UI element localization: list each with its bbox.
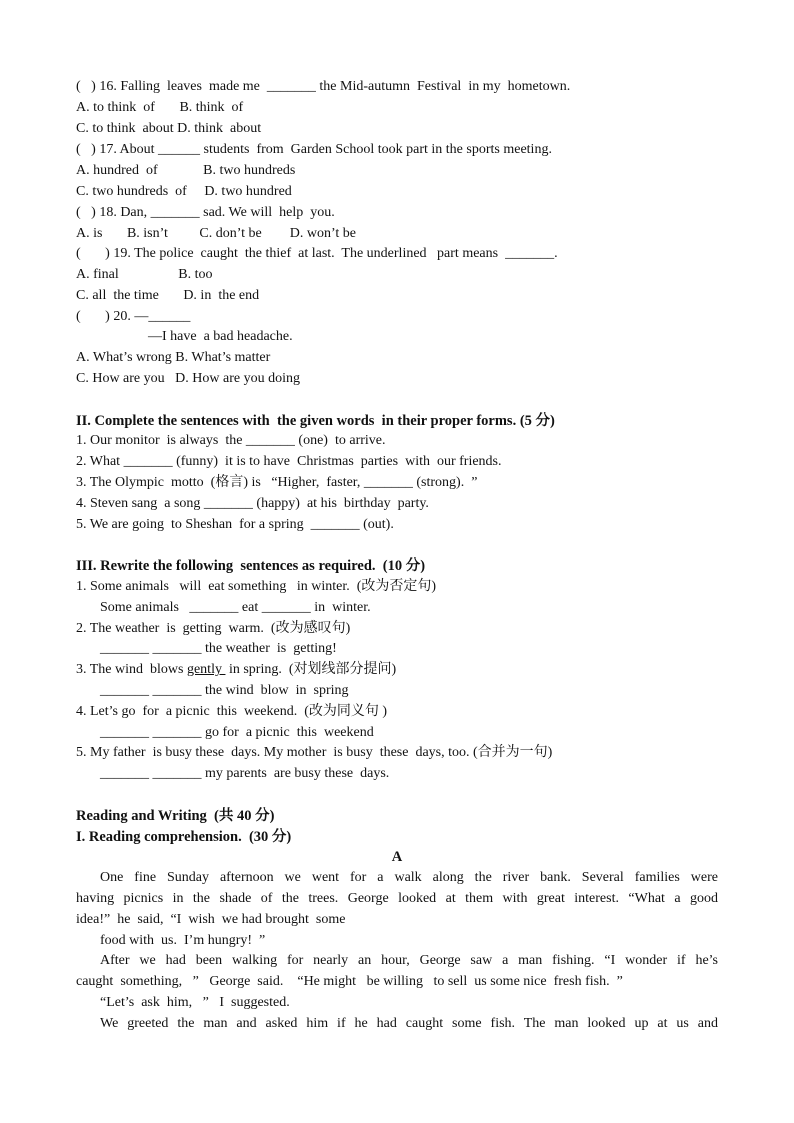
section-3-item-5: 5. My father is busy these days. My mother is busy these days, too. (合并为一句)	[76, 745, 553, 760]
passage-line-7: “Let’s ask him, ” I suggested.	[100, 995, 290, 1010]
passage-line-4: food with us. I’m hungry! ”	[100, 933, 266, 948]
question-17-options-cd: C. two hundreds of D. two hundred	[76, 184, 292, 199]
question-19-options-cd: C. all the time D. in the end	[76, 288, 260, 303]
section-2-item-1: 1. Our monitor is always the _______ (one) to arrive.	[76, 433, 386, 448]
section-3-item-5-answer: _______ _______ my parents are busy these days.	[100, 766, 390, 781]
section-2-item-5: 5. We are going to Sheshan for a spring _______ (out).	[76, 517, 394, 532]
question-20-options-cd: C. How are you D. How are you doing	[76, 371, 300, 386]
reading-writing-heading: Reading and Writing (共 40 分)	[76, 808, 275, 824]
section-3-item-3	[76, 661, 718, 679]
question-16-options-cd: C. to think about D. think about	[76, 121, 262, 136]
section-3-item-2-answer: _______ _______ the weather is getting!	[100, 641, 337, 656]
passage-line-6: caught something, ” George said. “He might be willing to sell us some nice fresh fish. ”	[76, 974, 623, 989]
section-3-heading: III. Rewrite the following sentences as required. (10 分)	[76, 558, 426, 574]
section-3-item-4-answer: _______ _______ go for a picnic this weekend	[100, 725, 374, 740]
question-20-options-ab: A. What’s wrong B. What’s matter	[76, 350, 271, 365]
section-3-item-2: 2. The weather is getting warm. (改为感叹句)	[76, 621, 351, 636]
question-16: ( ) 16. Falling leaves made me _______ the Mid-autumn Festival in my hometown.	[76, 79, 571, 94]
passage-line-1: One fine Sunday afternoon we went for a walk along the river bank. Several families were	[100, 870, 718, 885]
question-20: ( ) 20. —______	[76, 309, 191, 324]
section-3-item-1: 1. Some animals will eat something in winter. (改为否定句)	[76, 579, 437, 594]
passage-line-3: idea!” he said, “I wish we had brought some	[76, 912, 346, 927]
section-2-item-3: 3. The Olympic motto (格言) is “Higher, faster, _______ (strong). ”	[76, 475, 478, 490]
reading-comprehension-heading: I. Reading comprehension. (30 分)	[76, 829, 292, 845]
section-3-item-4: 4. Let’s go for a picnic this weekend. (改为同义句 )	[76, 704, 388, 719]
section-3-item-3-post: in spring. (对划线部分提问)	[225, 662, 397, 677]
question-19-options-ab: A. final B. too	[76, 267, 213, 282]
question-17: ( ) 17. About ______ students from Garden School took part in the sports meeting.	[76, 142, 552, 157]
section-3-item-3-answer: _______ _______ the wind blow in spring	[100, 683, 349, 698]
section-2-heading: II. Complete the sentences with the given words in their proper forms. (5 分)	[76, 413, 555, 429]
question-16-options-ab: A. to think of B. think of	[76, 100, 244, 115]
question-20-reply: —I have a bad headache.	[148, 329, 293, 344]
section-3-item-1-answer: Some animals _______ eat _______ in winter.	[100, 600, 371, 615]
question-18-options: A. is B. isn’t C. don’t be D. won’t be	[76, 226, 357, 241]
question-17-options-ab: A. hundred of B. two hundreds	[76, 163, 296, 178]
passage-line-5: After we had been walking for nearly an hour, George saw a man fishing. “I wonder if he’s	[100, 953, 718, 968]
passage-line-8: We greeted the man and asked him if he had caught some fish. The man looked up at us and	[100, 1016, 718, 1031]
section-3-item-3-pre: 3. The wind blows	[76, 662, 187, 677]
passage-line-2: having picnics in the shade of the trees. George looked at them with great interest. “What a good	[76, 891, 718, 906]
question-19: ( ) 19. The police caught the thief at last. The underlined part means _______.	[76, 246, 558, 261]
section-2-item-2: 2. What _______ (funny) it is to have Christmas parties with our friends.	[76, 454, 502, 469]
passage-label: A	[391, 849, 403, 865]
underlined-word: gently	[186, 662, 226, 677]
section-2-item-4: 4. Steven sang a song _______ (happy) at his birthday party.	[76, 496, 429, 511]
question-18: ( ) 18. Dan, _______ sad. We will help you.	[76, 205, 335, 220]
